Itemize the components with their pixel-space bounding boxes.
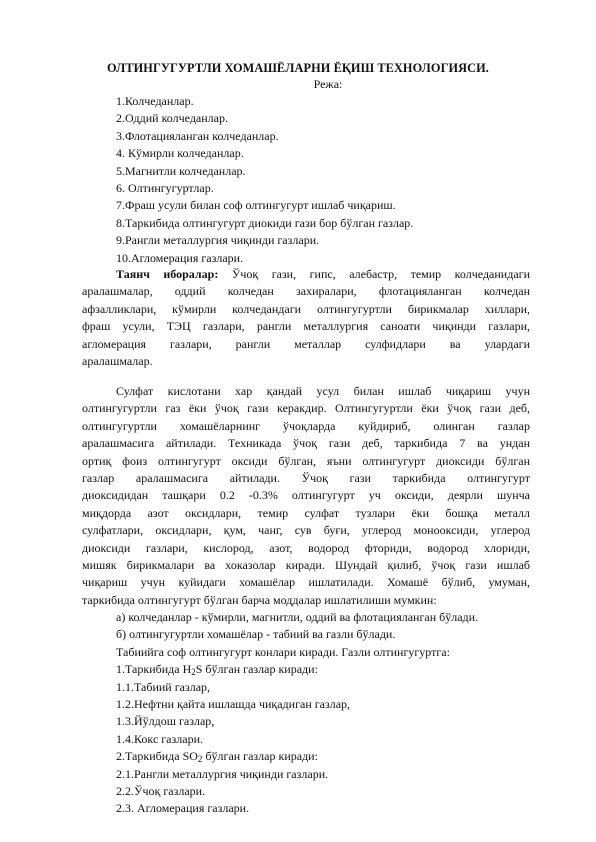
keywords-paragraph: [82, 266, 530, 370]
body-line: чиқариш учун куйидаги хомашёлар ишлатилади. Хомашё бўлиб, умуман,: [82, 575, 530, 590]
body-line: аралашмасига айтилади. Техникада ўчоқ гази деб, таркибида 7 ва ундан: [82, 436, 530, 451]
list-item: а) колчеданлар - кўмирли, магнитли, оддий ва флотацияланган бўлади.: [116, 610, 479, 624]
body-paragraph: [82, 383, 530, 609]
keywords-line: афзалликлари, кўмирли колчедандаги олтингугуртли бирикмалар хиллари,: [82, 301, 530, 316]
plan-list: [116, 93, 413, 267]
list-item: 1.4.Кокс газлари.: [116, 731, 203, 746]
plan-item: 2.Оддий колчеданлар.: [116, 111, 228, 126]
body-line: таркибида олтингугурт бўлган барча моддалар ишлатилиши мумкин:: [82, 592, 437, 607]
body-line: мишяк бирикмалари ва хоказолар киради. Шундай қилиб, ўчоқ гази ишлаб: [82, 557, 530, 572]
body-line: Сулфат кислотани хар қандай усул билан ишлаб чиқариш учун: [116, 384, 530, 398]
list-item: Табиийга соф олтингугурт конлари киради. Газли олтингугуртга:: [116, 644, 450, 659]
plan-item: 1.Колчеданлар.: [116, 94, 194, 108]
h2s-heading: 1.Таркибида $H_2S$ бўлган газлар киради:: [116, 662, 318, 678]
body-line: олтингугуртли газ ёки ўчоқ гази керакдир. Олтингугуртли ёки ўчоқ гази деб,: [82, 401, 530, 416]
plan-item: 4. Кўмирли колчеданлар.: [116, 146, 244, 161]
plan-item: 6. Олтингугуртлар.: [116, 180, 214, 195]
document-title: ОЛТИНГУГУРТЛИ ХОМАШЁЛАРНИ ЁҚИШ ТЕХНОЛОГИЯСИ.: [107, 61, 489, 75]
plan-item: 3.Флотацияланган колчеданлар.: [116, 128, 279, 143]
body-line: газлар аралашмасига айтилади. Ўчоқ гази таркибида олтингугурт: [82, 470, 530, 485]
keywords-line: аралашмалар.: [82, 353, 153, 368]
body-line: диоксиди газлари, кислород, азот, водород фториди, водород хлориди,: [82, 540, 530, 555]
keywords-label: Таянч иборалар:: [116, 267, 219, 281]
so2-heading: 2.Таркибида $SO_2$ бўлган газлар киради:: [116, 749, 318, 765]
list-item: 1.2.Нефтни қайта ишлашда чиқадиган газлар,: [116, 696, 351, 711]
body-line: олтингугуртли хомашёларнинг ўчоқларда куйдириб, олинган газлар: [82, 418, 530, 433]
body-line: миқдорда азот оксидлари, темир сулфат тузлари ёки бошқа металл: [82, 505, 530, 520]
body-line: сулфатлари, оксидлари, қум, чанг, сув буғи, углерод монооксиди, углерод: [82, 523, 530, 538]
body-line: диоксидидан ташқари 0.2 -0.3% олтингугурт уч оксиди, деярли шунча: [82, 488, 530, 503]
keywords-line: Ўчоқ гази, гипс, алебастр, темир колчеданидаги: [218, 267, 530, 281]
list-item: 2.3. Агломерация газлари.: [116, 801, 250, 816]
keywords-line: аралашмалар, оддий колчедан захиралари, флотацияланган колчедан: [82, 284, 530, 299]
list-item: б) олтингугуртли хомашёлар - табиий ва газли бўлади.: [116, 627, 396, 642]
body-line: ортиқ фоиз олтингугурт оксиди бўлган, яъни олтингугурт диоксиди бўлган: [82, 453, 530, 468]
list-item: 2.1.Рангли металлургия чиқинди газлари.: [116, 766, 329, 781]
plan-item: 8.Таркибида олтингугурт диокиди гази бор бўлган газлар.: [116, 215, 414, 230]
list-item: 2.2.Ўчоқ газлари.: [116, 783, 206, 798]
plan-item: 5.Магнитли колчеданлар.: [116, 163, 246, 178]
plan-label: Режа:: [313, 77, 343, 91]
list-item: 1.1.Табиий газлар,: [116, 679, 211, 694]
plan-item: 10.Агломерация газлари.: [116, 250, 244, 265]
list-item: 1.3.Йўлдош газлар,: [116, 714, 215, 729]
composition-list: [116, 609, 478, 818]
plan-item: 9.Рангли металлургия чиқинди газлари.: [116, 233, 320, 248]
plan-item: 7.Фраш усули билан соф олтингугурт ишлаб чиқариш.: [116, 198, 396, 213]
keywords-line: агломерация газлари, рангли металлар сулфидлари ва улардаги: [82, 336, 530, 351]
keywords-line: фраш усули, ТЭЦ газлари, рангли металлургия саноати чиқинди газлари,: [82, 319, 530, 334]
